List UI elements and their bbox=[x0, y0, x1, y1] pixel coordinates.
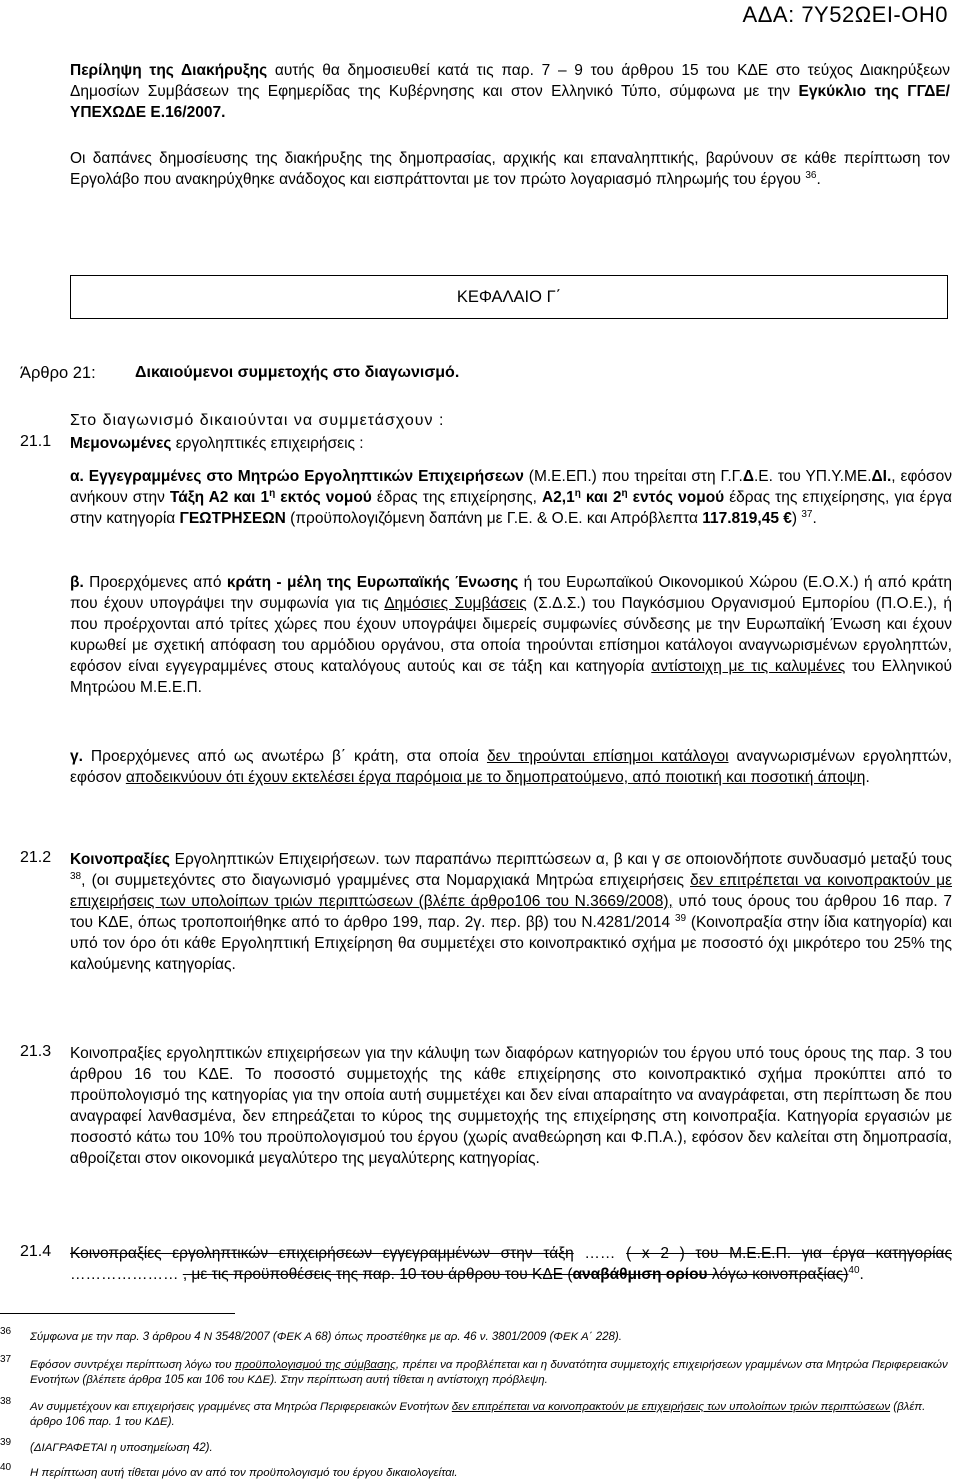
footnote-ref-36[interactable]: 36 bbox=[805, 169, 817, 181]
item-a-bold-5: εκτός νομού bbox=[275, 489, 372, 506]
item-a-sup-3: η bbox=[621, 487, 628, 499]
chapter-title: ΚΕΦΑΛΑΙΟ Γ΄ bbox=[456, 287, 562, 306]
intro-bold-1: Περίληψη της Διακήρυξης bbox=[70, 62, 268, 79]
section-21-1-heading bbox=[70, 433, 952, 454]
section-21-4-struck-bold: αναβάθμιση ορίου bbox=[572, 1266, 708, 1283]
item-a-text-3: , εφόσον ανήκουν στην bbox=[70, 468, 952, 506]
article-title: Δικαιούμενοι συμμετοχής στο διαγωνισμό. bbox=[135, 364, 460, 381]
item-a-bold-2: Δ bbox=[742, 468, 754, 485]
footnote-40: Η περίπτωση αυτή τίθεται μόνο αν από τον προϋπολογισμό του έργου δικαιολογείται. bbox=[30, 1467, 458, 1479]
item-a bbox=[70, 466, 952, 529]
footnote-38-underline: δεν επιτρέπεται να κοινοπρακτούν με επιχειρήσεις των υπολοίπων τριών περιπτώσεων bbox=[451, 1401, 891, 1413]
item-b bbox=[70, 572, 952, 698]
footnote-37-text-1: Εφόσον συντρέχει περίπτωση λόγω του bbox=[30, 1359, 235, 1371]
section-21-2 bbox=[70, 849, 952, 975]
footnote-number: 36 bbox=[0, 1326, 12, 1337]
intro-bold-2: Εγκύκλιο της ΓΓΔΕ/ ΥΠΕΧΩΔΕ Ε.16/2007. bbox=[70, 83, 950, 121]
intro-text-1: αυτής θα δημοσιευθεί κατά τις παρ. 7 – 9 του άρθρου 15 του ΚΔΕ στο τεύχος Διακηρύξεων Δημοσίων Συμβάσεων της Εφημερίδας της Κυβέρνησης και στον Ελληνικό Τύπο, σύμφωνα με την bbox=[70, 62, 950, 100]
item-a-text-4: έδρας της επιχείρησης, bbox=[371, 489, 542, 506]
section-21-2-bold: Κοινοπραξίες bbox=[70, 851, 170, 868]
section-21-4-struck-3: , με τις προϋποθέσεις της παρ. 10 του άρθρου του ΚΔΕ ( bbox=[182, 1266, 573, 1283]
footnote-number: 40 bbox=[0, 1462, 12, 1473]
item-b-underline-2: αντίστοιχη με τις καλυμένες bbox=[651, 658, 846, 675]
section-21-2-text-4: (Κοινοπραξία στην ίδια κατηγορία) και υπό τον όρο ότι κάθε Εργοληπτική Επιχείρηση θα συμμετέχει στο κοινοπρακτικό σχήμα με ποσοστό όχι μικρότερο του 25% της καλούμενης κατηγορίας. bbox=[70, 914, 952, 973]
item-a-text-6: (προϋπολογιζόμενη δαπάνη με Γ.Ε. & Ο.Ε. και Απρόβλεπτα bbox=[285, 510, 703, 527]
item-a-bold-9: ΓΕΩΤΡΗΣΕΩΝ bbox=[179, 510, 286, 527]
intro-period: . bbox=[816, 171, 821, 188]
section-21-2-text-1: Εργοληπτικών Επιχειρήσεων. των παραπάνω περιπτώσεων α, β και γ σε οποιονδήποτε συνδυασμό μεταξύ τους bbox=[169, 851, 952, 868]
item-c-text-3: . bbox=[865, 769, 870, 786]
section-21-4-struck-4: λόγω κοινοπραξίας) bbox=[707, 1266, 849, 1283]
section-number-21-1: 21.1 bbox=[20, 433, 52, 450]
item-c-underline-2: αποδεικνύουν ότι έχουν εκτελέσει έργα παρόμοια με το δημοπρατούμενο, από ποιοτική και ποσοτική άποψη bbox=[125, 769, 866, 786]
item-a-text-1: (Μ.Ε.ΕΠ.) που τηρείται στη Γ.Γ. bbox=[523, 468, 743, 485]
section-number-21-3: 21.3 bbox=[20, 1043, 52, 1060]
item-a-text-7: ) bbox=[791, 510, 802, 527]
footnote-38-text-2: (βλέπ. άρθρο 106 παρ. 1 του ΚΔΕ). bbox=[30, 1401, 926, 1428]
section-21-4-end: . bbox=[859, 1266, 864, 1283]
item-a-bold-6: Α2,1 bbox=[541, 489, 575, 506]
intro-paragraph-2 bbox=[70, 148, 950, 190]
section-21-1-bold: Μεμονωμένες bbox=[70, 435, 172, 452]
item-a-label: α. bbox=[70, 468, 84, 485]
section-21-4-struck-1: Κοινοπραξίες εργοληπτικών επιχειρήσεων εγγεγραμμένων στην τάξη bbox=[70, 1245, 574, 1262]
item-b-text-3: (Σ.Δ.Σ.) του Παγκόσμιου Οργανισμού Εμπορίου (Π.Ο.Ε.), ή που προέρχονται από τρίτες χώρες που έχουν υπογράψει διμερείς συμφωνίες σύνδεσης με την Ευρωπαϊκή Ένωση και έχουν κυρωθεί με σχετική απόφαση του αρμόδιου οργάνου, στα οποία τηρούνται επίσημοι κατάλογοι αναγνωρισμένων εργοληπτών, εφόσον είναι εγγεγραμμένες στους καταλόγους αυτούς και σε τάξη και κατηγορία bbox=[70, 595, 952, 675]
footnote-36: Σύμφωνα με την παρ. 3 άρθρου 4 Ν 3548/2007 (ΦΕΚ Α 68) όπως προστέθηκε με αρ. 46 ν. 3801/2009 (ΦΕΚ Α΄ 228). bbox=[30, 1331, 622, 1343]
footnote-37-underline: προϋπολογισμού της σύμβασης bbox=[234, 1359, 396, 1371]
section-number-21-4: 21.4 bbox=[20, 1243, 52, 1260]
footnote-ref-37[interactable]: 37 bbox=[801, 508, 813, 520]
item-c-text-1: Προερχόμενες από ως ανωτέρω β΄ κράτη, στα οποία bbox=[82, 748, 487, 765]
section-21-2-underline: δεν επιτρέπεται να κοινοπρακτούν με επιχειρήσεις των υπολοίπων τριών περιπτώσεων (βλέπε άρθρο106 του Ν.3669/2008), bbox=[70, 872, 952, 910]
item-b-label: β. bbox=[70, 574, 84, 591]
item-a-sup-2: η bbox=[574, 487, 581, 499]
item-c-label: γ. bbox=[70, 748, 83, 765]
footnote-ref-38[interactable]: 38 bbox=[70, 870, 82, 882]
section-number-21-2: 21.2 bbox=[20, 849, 52, 866]
ada-header: ΑΔΑ: 7Υ52ΩΕΙ-ΟΗ0 bbox=[742, 2, 948, 27]
item-a-bold-10: 117.819,45 € bbox=[702, 510, 792, 527]
footnote-37-text-2: , πρέπει να προβλέπεται και η δυνατότητα συμμετοχής επιχειρήσεων γραμμένων στα Μητρώα Περιφερειακών Ενοτήτων (βλέπετε άρθρα 105 και 106 του ΚΔΕ). Στην περίπτωση αυτή τίθεται η αντίστοιχη πρόβλεψη. bbox=[30, 1359, 948, 1386]
item-b-text-4: του Ελληνικού Μητρώου Μ.Ε.Ε.Π. bbox=[70, 658, 952, 696]
item-b-underline-1: Δημόσιες Συμβάσεις bbox=[384, 595, 527, 612]
item-a-bold-8: εντός νομού bbox=[627, 489, 725, 506]
footnote-38 bbox=[30, 1400, 950, 1430]
footnote-38-text-1: Αν συμμετέχουν και επιχειρήσεις γραμμένες στα Μητρώα Περιφερειακών Ενοτήτων bbox=[30, 1401, 452, 1413]
section-21-3: Κοινοπραξίες εργοληπτικών επιχειρήσεων για την κάλυψη των διαφόρων κατηγοριών του έργου υπό τους όρους της παρ. 3 του άρθρου 16 του ΚΔΕ. Το ποσοστό συμμετοχής της κάθε επιχείρησης στο κοινοπρακτικό σχήμα προκύπτει από το προϋπολογισμό της κατηγορίας για την οποία αυτή συμμετέχει και δεν είναι απαραίτητο να αναγράφεται, στη περίπτωση δε που αναγραφεί λανθασμένα, δεν επηρεάζεται το κύρος της συμμετοχής της επιχείρησης στη κοινοπραξία. Κατηγορία εργασιών με ποσοστό κάτω του 10% του προϋπολογισμού του έργου (χωρίς αναθεώρηση και Φ.Π.Α.), εφόσον δεν καλείται στη δημοπρασία, αθροίζεται στον οικονομικά μεγαλύτερο της μεγαλύτερης κατηγορίας. bbox=[70, 1045, 952, 1167]
section-21-2-text-3: υπό τους όρους του άρθρου 16 παρ. 7 του ΚΔΕ, όπως τροποποιήθηκε από το άρθρο 199, παρ. 2γ. περ. ββ) του Ν.4281/2014 bbox=[70, 893, 953, 931]
intro-paragraph-1 bbox=[70, 60, 950, 123]
intro-text-2: Οι δαπάνες δημοσίευσης της διακήρυξης της δημοπρασίας, αρχικής και επαναληπτικής, βαρύνουν σε κάθε περίπτωση τον Εργολάβο που ανακηρύχθηκε ανάδοχος και εισπράττονται με τον πρώτο λογαριασμό πληρωμής του έργου bbox=[70, 150, 950, 188]
item-c-text-2: αναγνωρισμένων εργοληπτών, εφόσον bbox=[70, 748, 952, 786]
item-c bbox=[70, 746, 952, 788]
section-21-1-text: εργοληπτικές επιχειρήσεις : bbox=[171, 435, 364, 452]
item-a-bold-4: Τάξη Α2 και 1 bbox=[169, 489, 270, 506]
section-21-4-dots-1: …… bbox=[573, 1245, 627, 1262]
footnote-37 bbox=[30, 1358, 950, 1388]
section-21-2-text-2: , (οι συμμετεχόντες στο διαγωνισμό γραμμένες στα Νομαρχιακά Μητρώα επιχειρήσεις bbox=[81, 872, 691, 889]
article-label: Άρθρο 21: bbox=[20, 364, 96, 382]
item-a-bold-7: και 2 bbox=[580, 489, 622, 506]
section-21-4 bbox=[70, 1243, 952, 1285]
item-b-text-1: Προερχόμενες από bbox=[83, 574, 227, 591]
item-b-bold-1: κράτη - μέλη της Ευρωπαϊκής Ένωσης bbox=[226, 574, 519, 591]
item-b-text-2: ή του Ευρωπαϊκού Οικονομικού Χώρου (Ε.Ο.Χ.) ή από κράτη που έχουν υπογράψει την συμφωνία για τις bbox=[70, 574, 952, 612]
item-a-text-5: έδρας της επιχείρησης, για έργα στην κατηγορία bbox=[70, 489, 952, 527]
footnote-39: (ΔΙΑΓΡΑΦΕΤΑΙ η υποσημείωση 42). bbox=[30, 1442, 213, 1454]
item-c-underline-1: δεν τηρούνται επίσημοι κατάλογοι bbox=[486, 748, 729, 765]
footnote-ref-39[interactable]: 39 bbox=[674, 912, 687, 924]
section-21-4-struck-2: ( x 2 ) του Μ.Ε.Ε.Π. για έργα κατηγορίας bbox=[626, 1245, 952, 1262]
article-lead: Στο διαγωνισμό δικαιούνται να συμμετάσχουν : bbox=[70, 412, 445, 429]
item-a-bold-1: Εγγεγραμμένες στο Μητρώο Εργοληπτικών Επιχειρήσεων bbox=[88, 468, 524, 485]
item-a-bold-3: ΔΙ. bbox=[871, 468, 892, 485]
footnote-number: 37 bbox=[0, 1354, 12, 1365]
item-a-text-2: .Ε. του ΥΠ.Υ.ΜΕ. bbox=[753, 468, 872, 485]
footnote-number: 39 bbox=[0, 1437, 12, 1448]
footnote-number: 38 bbox=[0, 1396, 12, 1407]
item-a-sup-1: η bbox=[269, 487, 276, 499]
chapter-heading-box bbox=[70, 275, 948, 319]
footnote-ref-40[interactable]: 40 bbox=[848, 1264, 860, 1276]
footnote-separator bbox=[0, 1313, 235, 1314]
item-a-text-8: . bbox=[812, 510, 817, 527]
section-21-4-dots-2: ………………… bbox=[70, 1266, 183, 1283]
